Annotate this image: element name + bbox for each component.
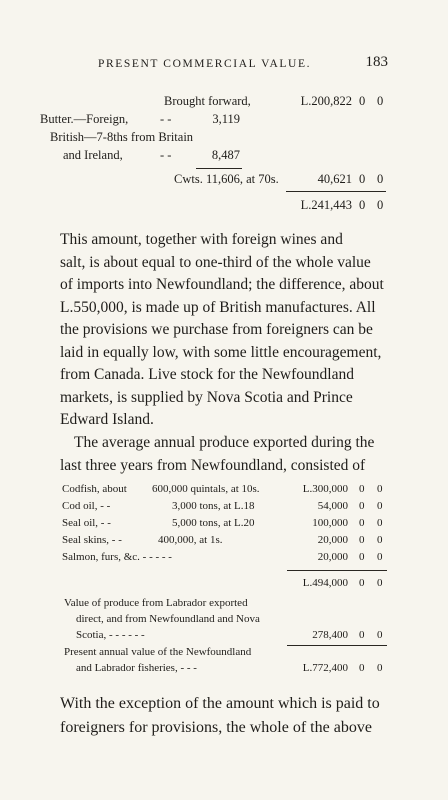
paragraph-line: Edward Island. — [60, 411, 154, 428]
paragraph-line: foreigners for provisions, the whole of the above — [60, 719, 372, 736]
present-value: L.772,400 — [302, 662, 348, 674]
export-row-label: Salmon, furs, &c. - - - - - — [62, 551, 172, 563]
imports-total-s: 0 — [359, 198, 366, 212]
export-row-detail: 600,000 quintals, at 10s. — [152, 483, 260, 495]
export-row-label: Cod oil, - - — [62, 500, 111, 512]
export-row-s: 0 — [359, 551, 365, 563]
export-row-s: 0 — [359, 534, 365, 546]
ireland-dashes: - - — [160, 148, 172, 162]
paragraph-line: last three years from Newfoundland, consisted of — [60, 456, 366, 474]
export-row-d: 0 — [377, 500, 383, 512]
export-row-s: 0 — [359, 517, 365, 529]
paragraph-line: This amount, together with foreign wines and — [60, 231, 343, 248]
page-number: 183 — [365, 54, 388, 70]
paragraph-line: markets, is supplied by Nova Scotia and Prince — [60, 388, 353, 406]
brought-forward-s: 0 — [359, 94, 366, 108]
cwts-value: 40,621 — [317, 172, 352, 186]
exports-subtotal-s: 0 — [359, 577, 365, 589]
export-row-label: Seal oil, - - — [62, 517, 111, 529]
total-rule — [286, 191, 386, 192]
export-row-value: 20,000 — [317, 534, 348, 546]
exports-subtotal-rule — [287, 570, 387, 571]
paragraph-line: of imports into Newfoundland; the difference, about — [60, 276, 384, 293]
paragraph-line: the provisions we purchase from foreigners can be — [60, 321, 373, 338]
present-d: 0 — [377, 662, 383, 674]
fisheries-total-rule — [287, 645, 387, 646]
labrador-s: 0 — [359, 629, 365, 641]
export-row-label: Codfish, about — [62, 483, 127, 495]
imports-total-d: 0 — [377, 198, 384, 212]
paragraph-line: The average annual produce exported during the — [74, 434, 375, 451]
export-row-label: Seal skins, - - — [62, 534, 122, 546]
brought-forward-d: 0 — [377, 94, 384, 108]
exports-subtotal-value: L.494,000 — [302, 577, 348, 589]
exports-subtotal-d: 0 — [377, 577, 383, 589]
british-label: British—7-8ths from Britain — [50, 130, 194, 144]
butter-foreign-label: Butter.—Foreign, — [40, 112, 129, 126]
butter-foreign-value: 3,119 — [212, 112, 240, 126]
paragraph-line: laid in equally low, with some little encouragement, — [60, 343, 382, 361]
body-paragraph-exception — [60, 692, 390, 740]
export-row-d: 0 — [377, 517, 383, 529]
export-row-value: 20,000 — [317, 551, 348, 563]
export-row-d: 0 — [377, 534, 383, 546]
export-row-value: L.300,000 — [302, 483, 348, 495]
imports-total-value: L.241,443 — [300, 198, 352, 212]
export-row-d: 0 — [377, 483, 383, 495]
present-s: 0 — [359, 662, 365, 674]
paragraph-line: With the exception of the amount which is paid to — [60, 695, 380, 712]
export-row-s: 0 — [359, 500, 365, 512]
labrador-label-line2: direct, and from Newfoundland and Nova — [76, 613, 260, 625]
header-title: PRESENT COMMERCIAL VALUE. — [98, 58, 312, 70]
export-row-d: 0 — [377, 551, 383, 563]
ireland-label: and Ireland, — [63, 148, 123, 162]
present-label-line2: and Labrador fisheries, - - - — [76, 662, 197, 674]
labrador-label-line1: Value of produce from Labrador exported — [64, 597, 248, 609]
labrador-value: 278,400 — [312, 629, 348, 641]
export-row-value: 54,000 — [317, 500, 348, 512]
butter-foreign-dashes: - - — [160, 112, 172, 126]
export-row-value: 100,000 — [312, 517, 348, 529]
paragraph-line: from Canada. Live stock for the Newfoundland — [60, 366, 354, 383]
present-label-line1: Present annual value of the Newfoundland — [64, 646, 252, 658]
body-paragraph-exports-intro — [60, 432, 390, 477]
cwts-s: 0 — [359, 172, 366, 186]
cwts-d: 0 — [377, 172, 384, 186]
paragraph-line: salt, is about equal to one-third of the whole value — [60, 253, 371, 271]
labrador-d: 0 — [377, 629, 383, 641]
export-row-detail: 3,000 tons, at L.18 — [172, 500, 255, 512]
export-row-s: 0 — [359, 483, 365, 495]
body-paragraph-imports — [60, 229, 390, 432]
labrador-label-line3: Scotia, - - - - - - — [76, 629, 145, 641]
export-row-detail: 5,000 tons, at L.20 — [172, 517, 255, 529]
export-row-detail: 400,000, at 1s. — [158, 534, 223, 546]
butter-subtotal-rule — [196, 168, 242, 169]
brought-forward-label: Brought forward, — [164, 94, 251, 108]
brought-forward-value: L.200,822 — [300, 94, 352, 108]
paragraph-line: L.550,000, is made up of British manufactures. All — [60, 298, 376, 316]
ireland-value: 8,487 — [211, 148, 240, 162]
cwts-label: Cwts. 11,606, at 70s. — [174, 172, 279, 186]
